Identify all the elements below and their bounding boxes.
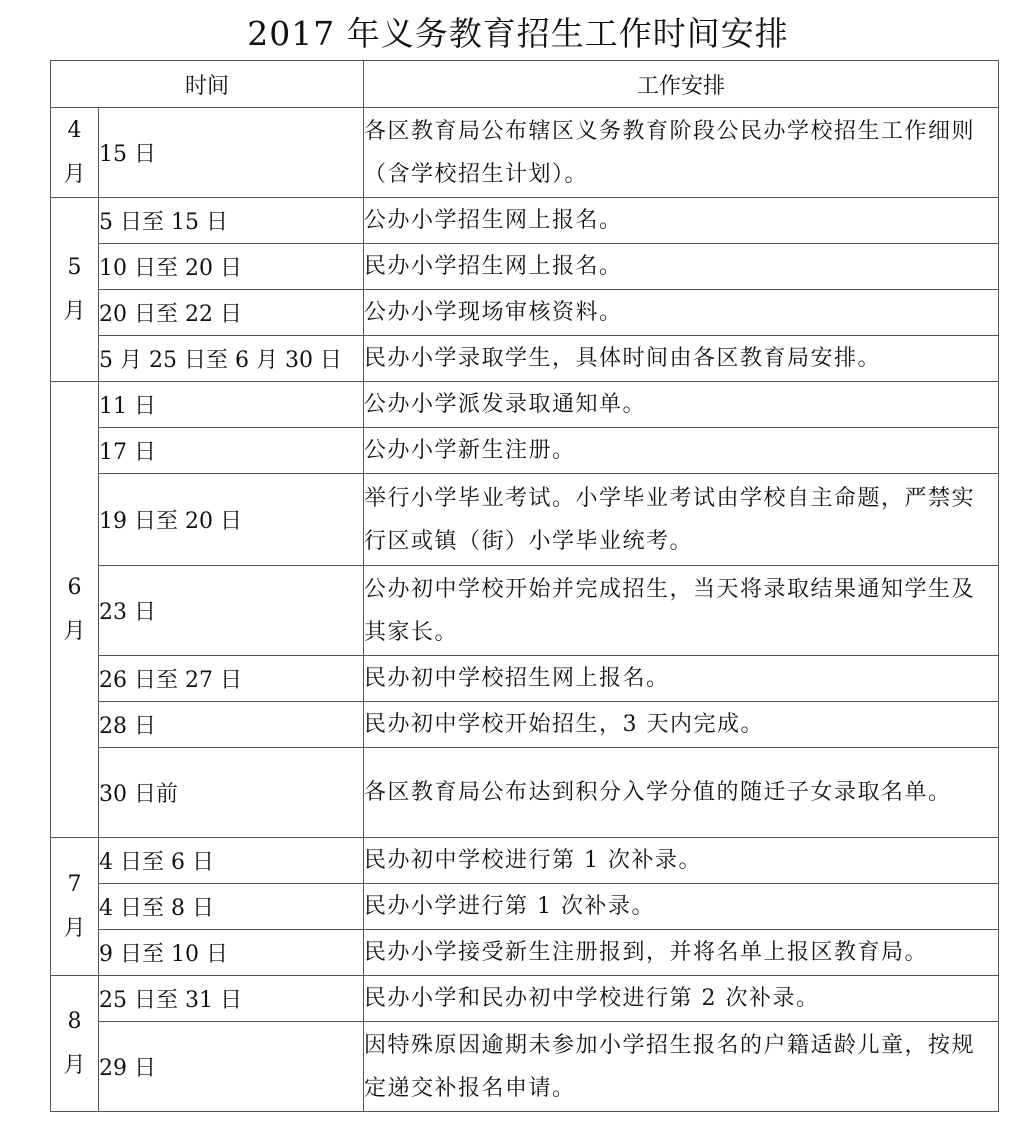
- work-cell: 公办小学派发录取通知单。: [364, 382, 999, 428]
- work-cell: 民办初中学校开始招生，3 天内完成。: [364, 702, 999, 748]
- work-cell: 公办小学招生网上报名。: [364, 198, 999, 244]
- table-row: [51, 474, 999, 566]
- date-cell: 26 日至 27 日: [99, 656, 364, 702]
- schedule-body: [51, 108, 999, 1112]
- date-cell: 4 日至 8 日: [99, 884, 364, 930]
- schedule-table: [50, 60, 999, 1112]
- work-cell: 民办小学进行第 1 次补录。: [364, 884, 999, 930]
- work-cell: 因特殊原因逾期未参加小学招生报名的户籍适龄儿童，按规定递交补报名申请。: [364, 1022, 999, 1112]
- work-cell: 民办初中学校进行第 1 次补录。: [364, 838, 999, 884]
- work-cell: 各区教育局公布达到积分入学分值的随迁子女录取名单。: [364, 748, 999, 838]
- table-row: [51, 244, 999, 290]
- date-cell: 19 日至 20 日: [99, 474, 364, 566]
- table-row: [51, 198, 999, 244]
- table-row: [51, 336, 999, 382]
- month-label-part: 月: [63, 915, 86, 941]
- date-cell: 5 月 25 日至 6 月 30 日: [99, 336, 364, 382]
- work-cell: 民办小学和民办初中学校进行第 2 次补录。: [364, 976, 999, 1022]
- date-cell: 20 日至 22 日: [99, 290, 364, 336]
- date-cell: 25 日至 31 日: [99, 976, 364, 1022]
- month-cell: [51, 976, 99, 1112]
- month-label-part: 7: [67, 871, 82, 897]
- table-row: [51, 884, 999, 930]
- month-label-part: 6: [67, 574, 82, 600]
- table-row: [51, 108, 999, 198]
- table-row: [51, 748, 999, 838]
- page-title: 2017 年义务教育招生工作时间安排: [247, 14, 789, 53]
- date-cell: 29 日: [99, 1022, 364, 1112]
- date-cell: 15 日: [99, 108, 364, 198]
- work-cell: 公办小学现场审核资料。: [364, 290, 999, 336]
- work-cell: 民办初中学校招生网上报名。: [364, 656, 999, 702]
- work-cell: 举行小学毕业考试。小学毕业考试由学校自主命题，严禁实行区或镇（街）小学毕业统考。: [364, 474, 999, 566]
- work-cell: 公办小学新生注册。: [364, 428, 999, 474]
- date-cell: 11 日: [99, 382, 364, 428]
- table-row: [51, 702, 999, 748]
- date-cell: 28 日: [99, 702, 364, 748]
- month-cell: [51, 198, 99, 382]
- date-cell: 23 日: [99, 566, 364, 656]
- month-label-part: 月: [63, 1052, 86, 1078]
- date-cell: 30 日前: [99, 748, 364, 838]
- work-cell: 民办小学录取学生，具体时间由各区教育局安排。: [364, 336, 999, 382]
- table-row: [51, 976, 999, 1022]
- month-cell: [51, 838, 99, 976]
- date-cell: 4 日至 6 日: [99, 838, 364, 884]
- work-cell: 各区教育局公布辖区义务教育阶段公民办学校招生工作细则（含学校招生计划）。: [364, 108, 999, 198]
- month-label-part: 4: [67, 117, 82, 143]
- table-row: [51, 930, 999, 976]
- table-row: [51, 656, 999, 702]
- table-row: [51, 566, 999, 656]
- table-row: [51, 382, 999, 428]
- month-label-part: 月: [63, 298, 86, 324]
- table-row: [51, 838, 999, 884]
- header-work: 工作安排: [364, 61, 999, 108]
- table-row: [51, 1022, 999, 1112]
- table-row: [51, 428, 999, 474]
- month-label-part: 月: [63, 618, 86, 644]
- month-cell: [51, 108, 99, 198]
- table-row: [51, 290, 999, 336]
- work-cell: 民办小学接受新生注册报到，并将名单上报区教育局。: [364, 930, 999, 976]
- header-time: 时间: [51, 61, 364, 108]
- month-label-part: 8: [67, 1008, 82, 1034]
- month-label-part: 5: [67, 254, 82, 280]
- month-cell: [51, 382, 99, 838]
- work-cell: 公办初中学校开始并完成招生，当天将录取结果通知学生及其家长。: [364, 566, 999, 656]
- date-cell: 5 日至 15 日: [99, 198, 364, 244]
- month-label-part: 月: [63, 161, 86, 187]
- date-cell: 17 日: [99, 428, 364, 474]
- date-cell: 10 日至 20 日: [99, 244, 364, 290]
- date-cell: 9 日至 10 日: [99, 930, 364, 976]
- table-header-row: [51, 61, 999, 108]
- work-cell: 民办小学招生网上报名。: [364, 244, 999, 290]
